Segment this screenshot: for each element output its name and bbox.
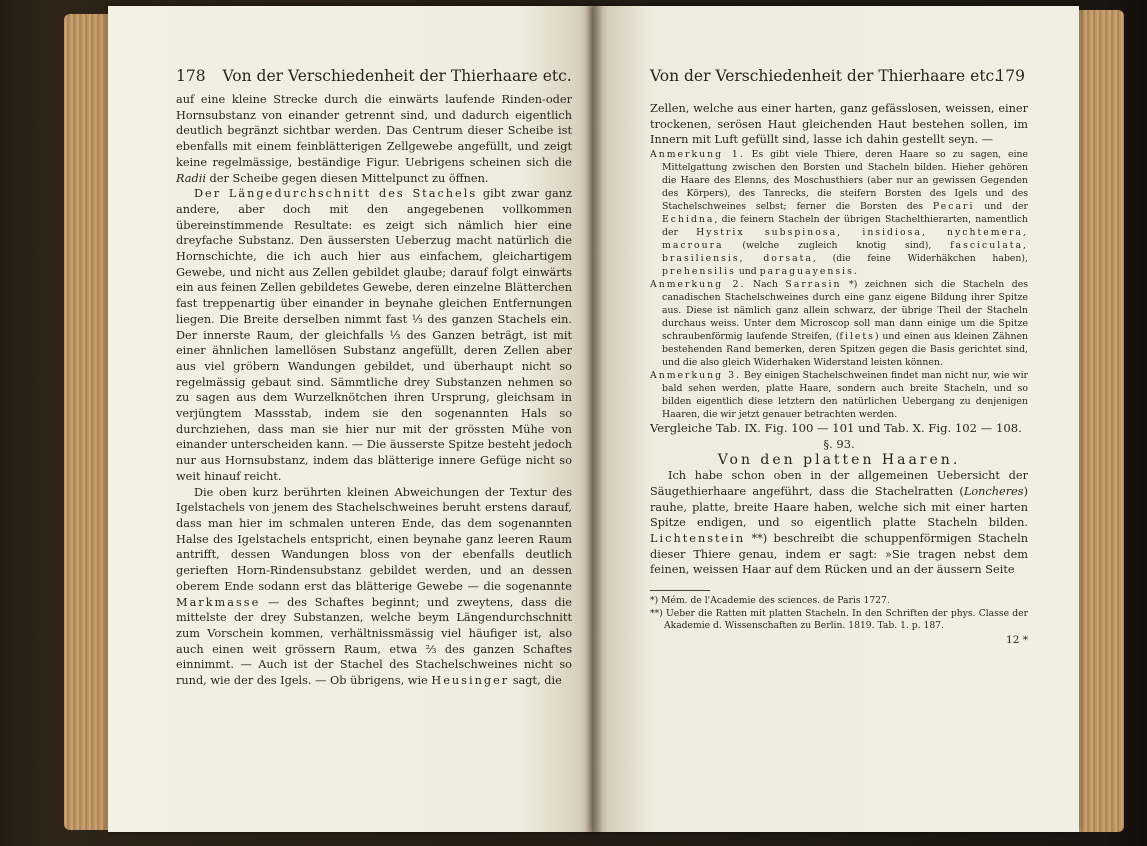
right-intro-paragraph: Zellen, welche aus einer harten, ganz gefässlosen, weissen, einer trockenen, serösen Haut gleichenden Haut bestehen sollen, im Innern mit Luft gefüllt sind, lasse ich dahin gestellt seyn. — (650, 102, 1028, 147)
right-running-header (650, 67, 1025, 89)
text-segment: ) rauhe, platte, breite Haare haben, welche sich mit einer harten Spitze endigen, und so eigentlich platte Stacheln bilden. (650, 484, 1028, 530)
text-segment: Die oben kurz berührten kleinen Abweichungen der Textur des Igelstachels von jenem des Stachelschweines beruht erstens darauf, dass man hier im schmalen unteren Ende, das dem sogenannten Halse des Igelstachels entspricht, einen beynahe ganz leeren Raum antrifft, dessen Wandungen bloss von der ebenfalls deutlich gerieften Horn-Rindensubstanz gebildet werden, und an dessen oberem Ende sodann erst das blätterige Gewebe — die sogenannte (176, 485, 572, 593)
text-segment: , die feinern Stacheln der übrigen Stachelthierarten, namentlich der (662, 214, 1028, 239)
text-segment: ) und einen aus kleinen Zähnen bestehenden Rand bemerken, deren Spitzen gegen die Basis gerichtet sind, und die also gleich Widerhaken Widerstand leisten können. (662, 331, 1028, 369)
text-segment: gibt zwar ganz andere, aber doch mit den angegebenen vollkommen übereinstimmende Resultate: es zeigt sich nämlich hier eine dreyfache Substanz. Den äussersten Ueberzug macht natürlich die Hornschichte, die ich auch hier aus einfachem, gleichartigem Gewebe, und nicht aus Zellen gebildet glaube; darauf folgt einwärts ein aus feinen Zellen gebildetes Gewebe, deren einzelne Blätterchen fast treppenartig über einander in beynahe gleichen Entfernungen liegen. Die Breite derselben nimmt fast ⅓ des ganzen Stachels ein. Der innerste Raum, der gleichfalls ⅓ des Ganzen beträgt, ist mit einer ähnlichen lamellösen Substanz angefüllt, deren Zellen aber aus viel gröbern Wandungen gebildet, und überhaupt nicht so regelmässig gebaut sind. Sämmtliche drey Substanzen nehmen so zu sagen aus dem Wurzelknötchen ihren Ursprung, gleichsam in verjüngtem Massstab, indem sie den sogenannten Hals so durchziehen, dass man sie hier nur mit der grössten Mühe von einander unterscheiden kann. — Die äusserste Spitze besteht jedoch nur aus Hornsubstanz, indem das blätterige innere Gefüge nicht so weit hinauf reicht. (176, 187, 572, 483)
text-segment: *) zeichnen sich die Stacheln des canadischen Stachelschweines durch eine ganz eigene Bildung ihrer Spitze aus. Diese ist nämlich ganz allein schwarz, der übrige Theil der Stacheln durchaus weiss. Unter dem Microscop soll man dann einige um die Spitze schraubenförmig laufende Streifen, ( (662, 279, 1028, 343)
left-page-number: 178 (176, 67, 206, 85)
text-segment: sagt, die (509, 674, 562, 688)
text-segment: und (735, 266, 760, 278)
text-segment: Sarrasin (785, 279, 842, 291)
text-segment: Der Längedurchschnitt des Stachels (194, 187, 478, 201)
text-segment: Echidna (662, 214, 715, 226)
text-segment: Anmerkung 2. (650, 279, 746, 291)
footnote-1: *) Mém. de l'Academie des sciences. de Paris 1727. (650, 595, 890, 607)
text-segment: Anmerkung 3. (650, 370, 741, 382)
footnote-divider (650, 590, 710, 591)
left-running-head: Von der Verschiedenheit der Thierhaare etc. (222, 67, 572, 85)
section-body-paragraph (650, 468, 1028, 578)
text-segment: Markmasse (176, 595, 261, 609)
right-page-number: 179 (995, 67, 1025, 85)
left-paragraph-2 (176, 186, 572, 484)
text-segment: . (853, 266, 857, 278)
left-paragraph-3 (176, 485, 572, 689)
footnote-2: **) Ueber die Ratten mit platten Stacheln. In den Schriften der phys. Classe der Akademie d. Wissenschaften zu Berlin. 1819. Tab. 1. p. 187. (650, 607, 1028, 632)
text-segment: fasciculata, brasiliensis, dorsata (662, 240, 1028, 265)
note-1 (650, 148, 1028, 278)
left-page-body (176, 92, 572, 689)
text-segment: Radii (176, 171, 206, 185)
text-segment: — des Schaftes beginnt; und zweytens, dass die mittelste der drey Substanzen, welche beym Längendurchschnitt zum Vorschein kommen, verhältnissmässig viel häufiger ist, also auch einen weit grössern Raum, etwa ⅔ des ganzen Schaftes einnimmt. — Auch ist der Stachel des Stachelschweines nicht so rund, wie der des Igels. — Ob übrigens, wie (176, 595, 572, 688)
figure-reference: Vergleiche Tab. IX. Fig. 100 — 101 und Tab. X. Fig. 102 — 108. (650, 421, 1022, 436)
section-number: §. 93. (823, 436, 855, 451)
right-running-head: Von der Verschiedenheit der Thierhaare etc. (650, 67, 1000, 85)
note-2 (650, 278, 1028, 369)
left-running-header (176, 67, 572, 89)
text-segment: Lichtenstein (650, 532, 746, 546)
text-segment: Pecari (932, 201, 975, 213)
text-segment: filets (839, 331, 875, 343)
text-segment: prehensilis (662, 266, 736, 278)
text-segment: und der (974, 201, 1028, 213)
text-segment: der Scheibe gegen diesen Mittelpunct zu öffnen. (205, 171, 489, 185)
signature-mark: 12 * (1006, 633, 1028, 646)
text-segment: Ich habe schon oben in der allgemeinen Uebersicht der Säugethierhaare angeführt, dass die Stachelratten ( (650, 469, 1028, 498)
right-page-edges (1072, 10, 1124, 832)
section-title: Von den platten Haaren. (717, 451, 961, 468)
text-segment: auf eine kleine Strecke durch die einwärts laufende Rinden-oder Hornsubstanz von einander getrennt sind, und dadurch eigentlich deutlich begränzt sichtbar werden. Das Centrum dieser Scheibe ist ebenfalls mit einem feinblätterigen Zellgewebe angefüllt, und zeigt keine regelmässige, beständige Figur. Uebrigens scheinen sich die (176, 93, 572, 169)
text-segment: **) beschreibt die schuppenförmigen Stacheln dieser Thiere genau, indem er sagt: »Sie tragen nebst dem feinen, weissen Haar auf dem Rücken und an der äussern Seite (650, 532, 1028, 577)
text-segment: Heusinger (431, 674, 510, 688)
text-segment: Es gibt viele Thiere, deren Haare so zu sagen, eine Mittelgattung zwischen den Borsten und Stacheln bilden. Hieher gehören die Haare des Elenns, des Moschusthiers (aber nur an gewissen Gegenden des Körpers), des Tanrecks, die steifern Borsten des Igels und des Stachelschweines selbst; ferner die Borsten des (662, 149, 1028, 213)
left-paragraph-1 (176, 92, 572, 186)
book-gutter (585, 6, 603, 832)
text-segment: Bey einigen Stachelschweinen findet man nicht nur, wie wir bald sehen werden, platte Haare, sondern auch breite Stacheln, und so bilden eigentlich diese letztern den natürlichen Uebergang zu denjenigen Haaren, die wir jetzt genauer betrachten werden. (662, 370, 1028, 421)
note-3 (650, 369, 1028, 421)
text-segment: Hystrix subspinosa, insidiosa, nychtemera, macroura (662, 227, 1028, 252)
text-segment: (welche zugleich knotig sind), (723, 240, 951, 252)
text-segment: Loncheres (963, 484, 1024, 498)
right-page-body (650, 101, 1028, 648)
text-segment: paraguayensis (759, 266, 854, 278)
text-segment: Nach (745, 279, 786, 291)
text-segment: , (die feine Widerhäkchen haben), (812, 253, 1028, 265)
text-segment: Anmerkung 1. (650, 149, 745, 161)
